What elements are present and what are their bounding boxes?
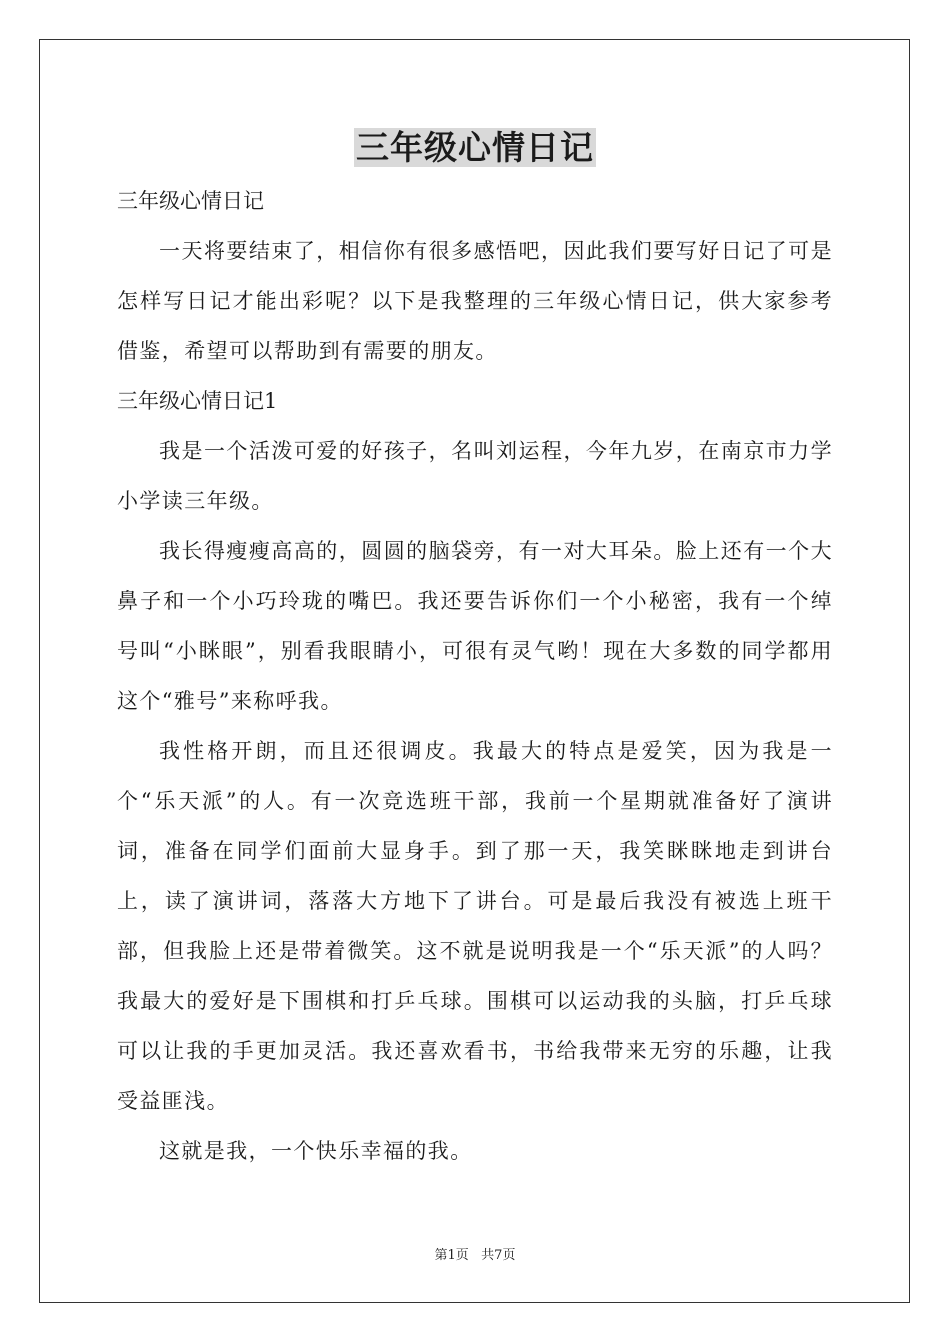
intro-paragraph: 一天将要结束了，相信你有很多感悟吧，因此我们要写好日记了可是怎样写日记才能出彩呢？以下是我整理的三年级心情日记，供大家参考借鉴，希望可以帮助到有需要的朋友。 [117,239,833,363]
document-body [117,176,833,1176]
body-paragraph-2: 我长得瘦瘦高高的，圆圆的脑袋旁，有一对大耳朵。脸上还有一个大鼻子和一个小巧玲珑的嘴巴。我还要告诉你们一个小秘密，我有一个绰号叫“小眯眼”，别看我眼睛小，可很有灵气哟！现在大多数的同学都用这个“雅号”来称呼我。 [117,539,833,713]
section-heading: 三年级心情日记1 [117,389,278,413]
document-title [0,126,950,170]
body-paragraph-1: 我是一个活泼可爱的好孩子，名叫刘运程，今年九岁，在南京市力学小学读三年级。 [117,439,833,513]
body-paragraph-4: 这就是我，一个快乐幸福的我。 [159,1139,473,1163]
document-subtitle: 三年级心情日记 [117,189,264,213]
document-title-text: 三年级心情日记 [356,128,594,167]
body-paragraph-3: 我性格开朗，而且还很调皮。我最大的特点是爱笑，因为我是一个“乐天派”的人。有一次竞选班干部，我前一个星期就准备好了演讲词，准备在同学们面前大显身手。到了那一天，我笑眯眯地走到讲台上，读了演讲词，落落大方地下了讲台。可是最后我没有被选上班干部，但我脸上还是带着微笑。这不就是说明我是一个“乐天派”的人吗？我最大的爱好是下围棋和打乒乓球。围棋可以运动我的头脑，打乒乓球可以让我的手更加灵活。我还喜欢看书，书给我带来无穷的乐趣，让我受益匪浅。 [117,739,833,1113]
page-footer: 第1页 共7页 [434,1248,516,1263]
